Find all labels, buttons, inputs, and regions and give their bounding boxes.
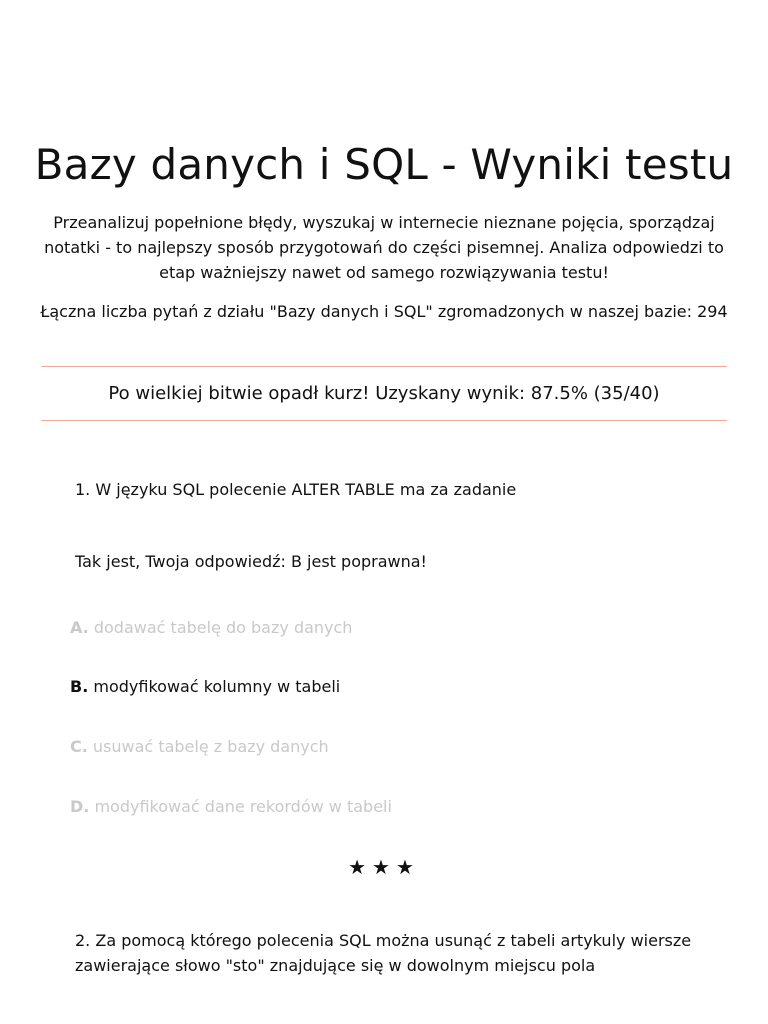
result-banner xyxy=(41,366,727,421)
intro-text: Przeanalizuj popełnione błędy, wyszukaj w internecie nieznane pojęcia, sporządzaj notatki - to najlepszy sposób przygotowań do części pisemnej. Analiza odpowiedzi to etap ważniejszy nawet od samego rozwiązywania testu! xyxy=(44,213,724,282)
answer-b-text: modyfikować kolumny w tabeli xyxy=(93,677,341,696)
answer-c-letter: C. xyxy=(70,737,88,756)
question-2-text: 2. Za pomocą którego polecenia SQL można usunąć z tabeli artykuly wiersze zawierające słowo "sto" znajdujące się w dowolnym miejscu pola xyxy=(75,931,692,975)
answer-d xyxy=(70,794,392,819)
question-1-feedback: Tak jest, Twoja odpowiedź: B jest poprawna! xyxy=(75,552,427,571)
star-icon: ★★★ xyxy=(348,855,420,879)
answer-d-letter: D. xyxy=(70,797,90,816)
answer-b-letter: B. xyxy=(70,677,89,696)
question-1-text: 1. W języku SQL polecenie ALTER TABLE ma za zadanie xyxy=(75,480,517,499)
answer-a-letter: A. xyxy=(70,618,89,637)
answer-c-text: usuwać tabelę z bazy danych xyxy=(92,737,329,756)
answer-a xyxy=(70,615,352,640)
result-text: Po wielkiej bitwie opadł kurz! Uzyskany wynik: 87.5% (35/40) xyxy=(108,383,660,404)
answer-d-text: modyfikować dane rekordów w tabeli xyxy=(94,797,392,816)
answer-b xyxy=(70,674,340,699)
question-count-text: Łączna liczba pytań z działu "Bazy danych i SQL" zgromadzonych w naszej bazie: 294 xyxy=(40,302,728,321)
answer-c xyxy=(70,734,329,759)
page-title: Bazy danych i SQL - Wyniki testu xyxy=(34,140,734,189)
answer-a-text: dodawać tabelę do bazy danych xyxy=(93,618,353,637)
